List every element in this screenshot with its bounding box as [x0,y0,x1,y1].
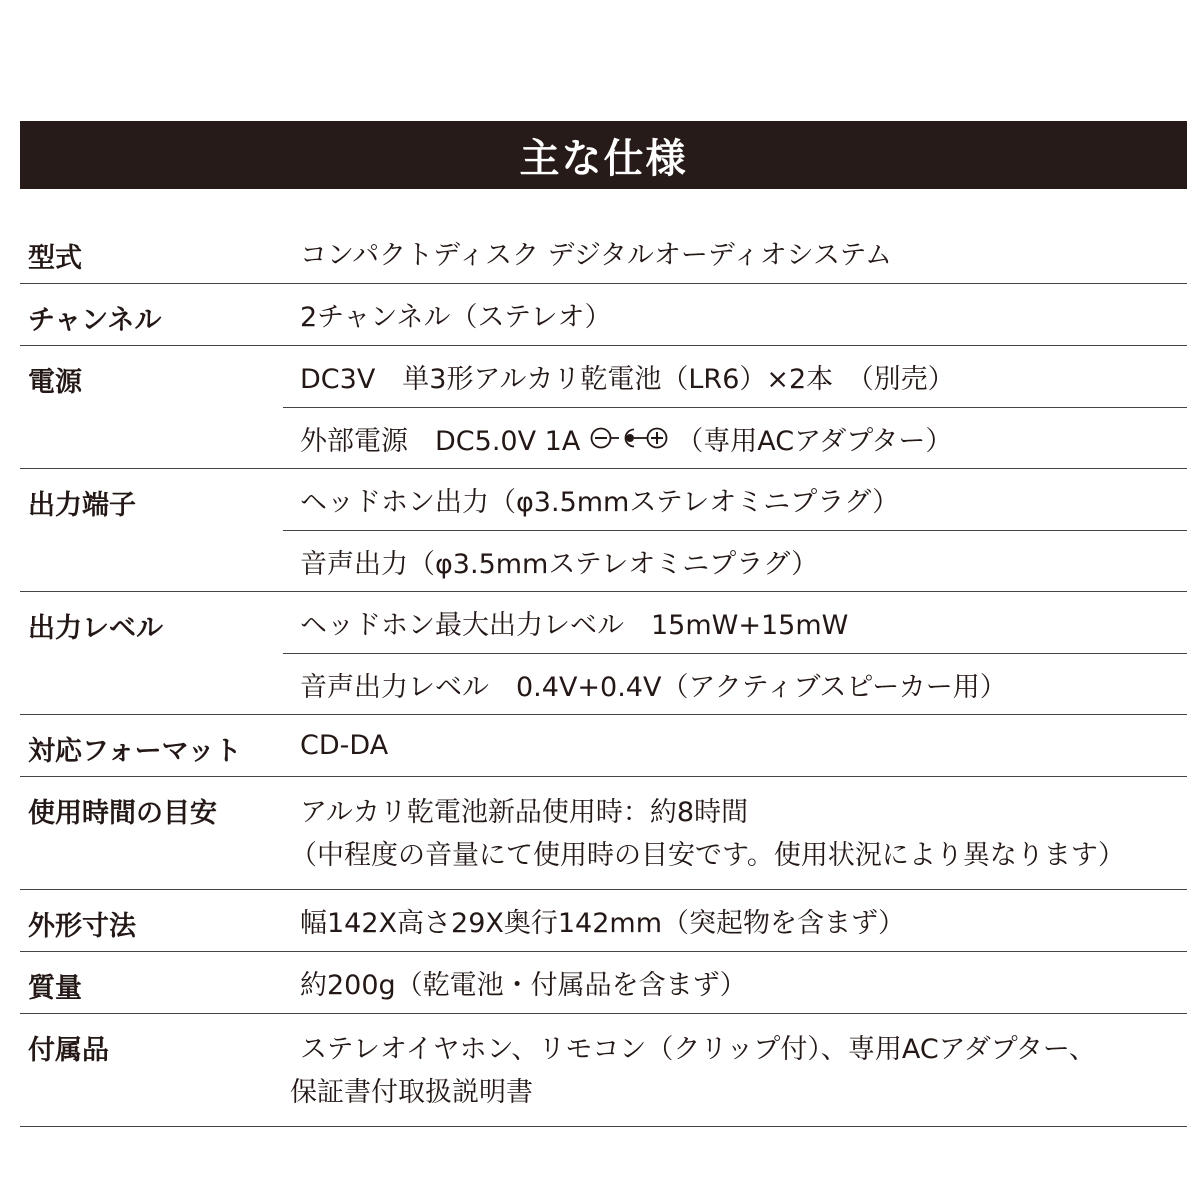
spec-label: 質量 [28,973,82,1004]
spec-value: DC3V 単3形アルカリ乾電池（LR6）×2本 （別売） [300,364,955,395]
dc-polarity-center-positive-icon [590,425,670,451]
spec-value: 2チャンネル（ステレオ） [300,302,612,333]
spec-label: 使用時間の目安 [28,798,217,829]
spec-row-format [20,715,1187,777]
spec-row-model [20,222,1187,284]
spec-row-channel [20,284,1187,346]
spec-value-line: 保証書付取扱説明書 [290,1077,533,1108]
page-title: 主な仕様 [519,135,688,182]
spec-row-dimensions [20,890,1187,952]
spec-row-accessories [20,1014,1187,1127]
title-bar [20,121,1187,189]
spec-value: 幅142X高さ29X奥行142mm（突起物を含まず） [300,908,906,939]
spec-value: 音声出力レベル 0.4V+0.4V（アクティブスピーカー用） [283,653,1187,714]
spec-value-line: ステレオイヤホン、リモコン（クリップ付）、専用ACアダプター、 [300,1034,1096,1065]
spec-label: 出力レベル [28,613,163,644]
spec-value-prefix: 外部電源 DC5.0V 1A [300,425,581,457]
spec-row-mass [20,952,1187,1014]
spec-value: コンパクトディスク デジタルオーディオシステム [300,240,893,271]
spec-label: チャンネル [28,305,162,336]
spec-row-output-terminal [20,469,1187,592]
spec-value-line: （中程度の音量にて使用時の目安です。使用状況により異なります） [290,840,1125,871]
spec-value: 音声出力（φ3.5mmステレオミニプラグ） [283,530,1187,591]
spec-label: 対応フォーマット [28,736,242,767]
spec-value-multiline [283,1014,1187,1126]
spec-table [20,222,1187,1127]
spec-label: 電源 [28,367,82,398]
spec-value: 約200g（乾電池・付属品を含まず） [300,970,747,1001]
spec-value-multiline [283,777,1187,889]
spec-label: 外形寸法 [28,911,136,942]
spec-value-suffix: （専用ACアダプター） [676,425,953,457]
spec-value: ヘッドホン最大出力レベル 15mW+15mW [300,610,849,641]
spec-value-external-power [283,407,1187,468]
spec-value: CD-DA [300,730,389,761]
spec-label: 出力端子 [28,490,136,521]
spec-label: 付属品 [28,1035,109,1066]
spec-value: ヘッドホン出力（φ3.5mmステレオミニプラグ） [300,487,900,518]
spec-row-power [20,346,1187,469]
spec-row-output-level [20,592,1187,715]
spec-row-usage-time [20,777,1187,890]
spec-value-line: アルカリ乾電池新品使用時：約8時間 [300,797,749,828]
spec-label: 型式 [28,243,82,274]
